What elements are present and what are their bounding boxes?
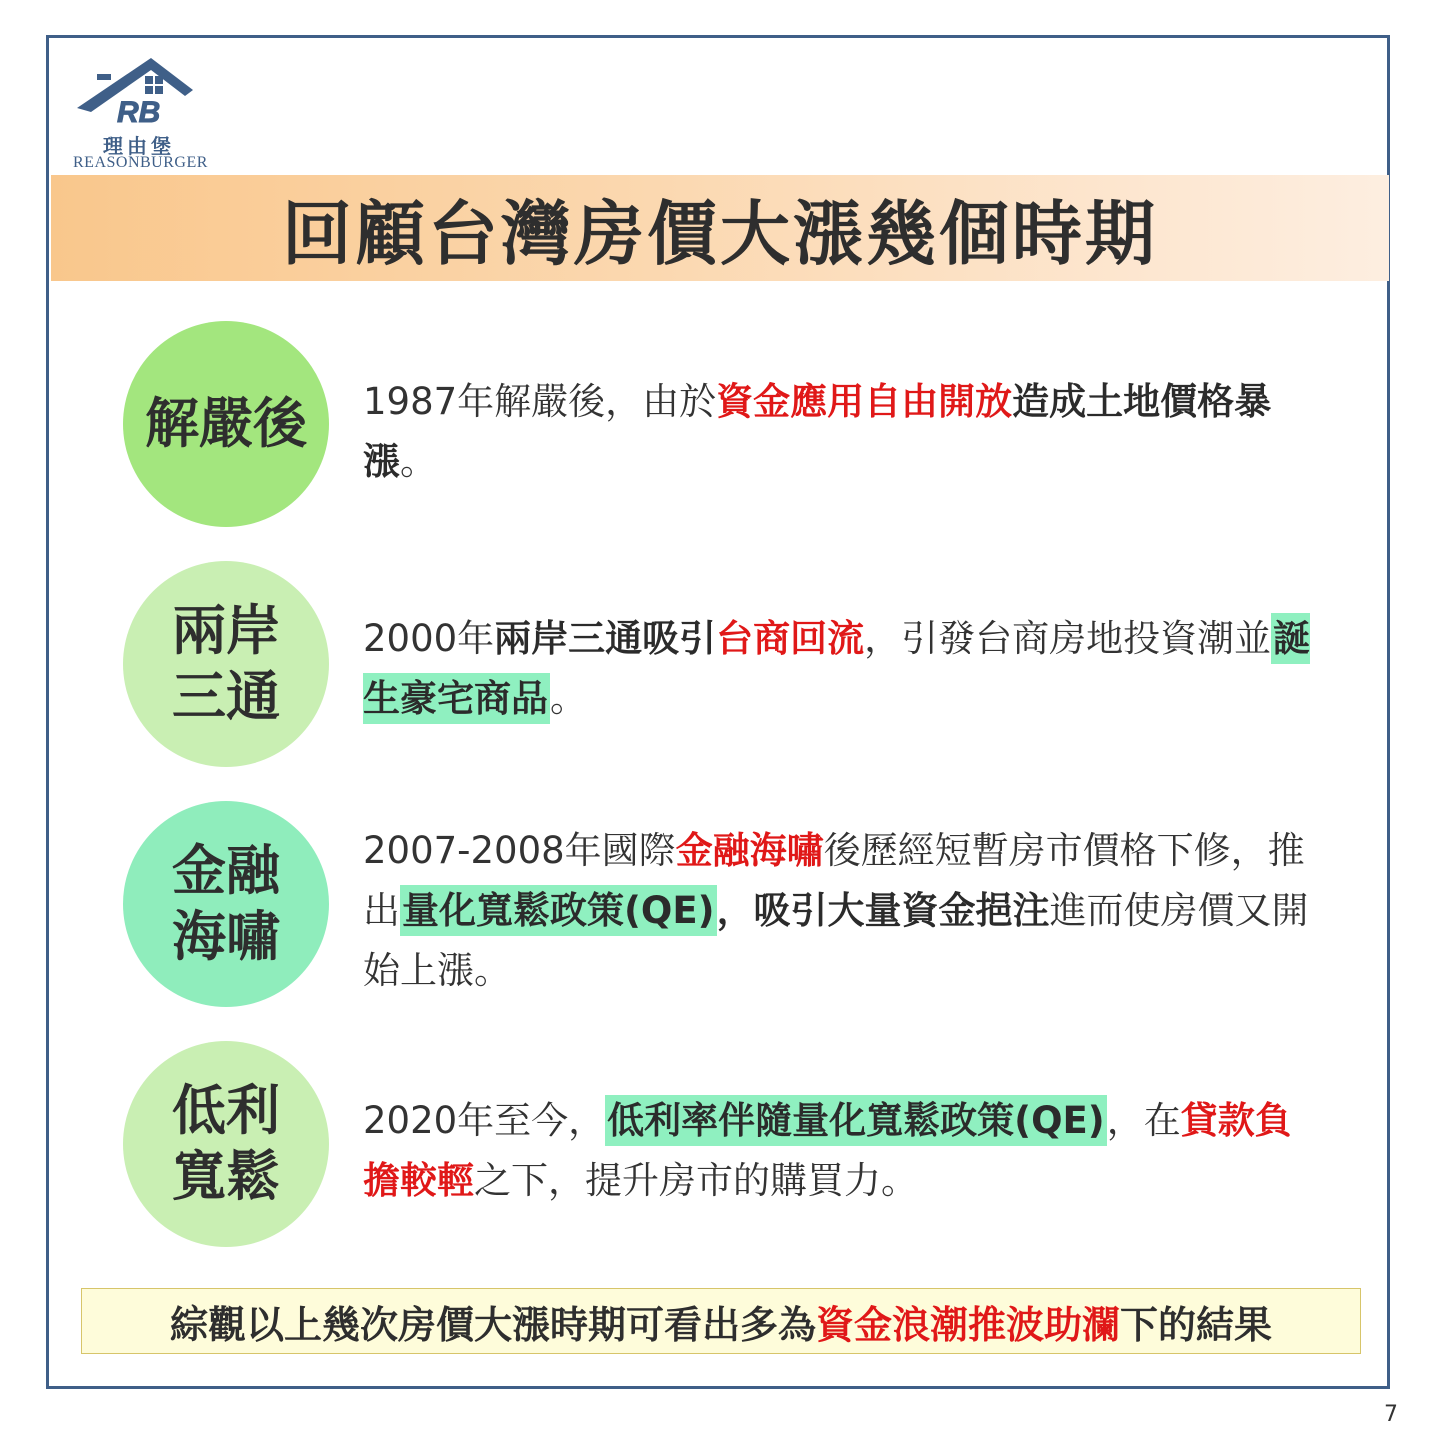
period-label-circle-2 — [123, 561, 329, 767]
period-label-line: 海嘯 — [172, 905, 280, 968]
text-plain: 2000年 — [363, 617, 495, 660]
slide-frame — [46, 35, 1390, 1389]
text-plain: ，在 — [1106, 1099, 1181, 1142]
logo-mark: RB — [117, 96, 161, 129]
logo-english-name: REASONBURGER — [73, 154, 208, 171]
text-plain: 後歷經短暫房市價格下修，推出 — [363, 829, 1305, 932]
text-plain: 2007-2008年國際 — [363, 829, 676, 872]
period-label-line: 金融 — [172, 839, 280, 902]
logo — [73, 50, 223, 170]
text-plain: 1987年解嚴後，由於 — [363, 380, 717, 423]
text-bold: ，吸引大量資金挹注 — [716, 889, 1050, 932]
period-label-circle-1 — [123, 321, 329, 527]
period-description-4 — [363, 1091, 1323, 1211]
period-label-line: 兩岸 — [172, 599, 280, 662]
text-red-emphasis: 金融海嘯 — [675, 829, 824, 872]
title-band — [51, 175, 1389, 281]
house-logo-icon — [73, 50, 223, 130]
text-bold: 造成土地價格暴漲 — [363, 380, 1272, 483]
summary-box — [81, 1288, 1361, 1354]
period-label-line: 解嚴後 — [145, 392, 307, 455]
page-title: 回顧台灣房價大漲幾個時期 — [282, 192, 1158, 275]
text-plain: 之下，提升房市的購買力。 — [474, 1159, 918, 1202]
summary-text: 綜觀以上幾次房價大漲時期可看出多為 — [169, 1302, 816, 1347]
page-number: 7 — [1384, 1402, 1398, 1427]
text-red-emphasis: 台商回流 — [716, 617, 865, 660]
text-plain: 2020年至今， — [363, 1099, 606, 1142]
text-plain: ，引發台商房地投資潮並 — [864, 617, 1272, 660]
text-bold: 兩岸三通吸引 — [494, 617, 717, 660]
period-label-line: 寬鬆 — [172, 1145, 280, 1208]
text-highlight: 低利率伴隨量化寬鬆政策(QE) — [605, 1095, 1107, 1146]
text-highlight: 量化寬鬆政策(QE) — [400, 885, 717, 936]
text-plain: 。 — [400, 440, 437, 483]
period-description-3 — [363, 821, 1323, 1001]
period-description-2 — [363, 609, 1323, 729]
text-plain: 。 — [550, 677, 587, 720]
period-description-1 — [363, 372, 1323, 492]
period-label-circle-3 — [123, 801, 329, 1007]
period-label-line: 低利 — [172, 1079, 280, 1142]
summary-red-emphasis: 資金浪潮推波助瀾 — [815, 1302, 1120, 1347]
period-label-circle-4 — [123, 1041, 329, 1247]
text-red-emphasis: 貸款負擔較輕 — [363, 1099, 1292, 1202]
period-label-line: 三通 — [172, 665, 280, 728]
text-highlight: 誕生豪宅商品 — [363, 613, 1310, 724]
text-red-emphasis: 資金應用自由開放 — [716, 380, 1013, 423]
summary-text: 下的結果 — [1120, 1302, 1273, 1347]
logo-chinese-name: 理由堡 — [103, 134, 175, 158]
text-plain: 進而使房價又開始上漲。 — [363, 889, 1309, 992]
